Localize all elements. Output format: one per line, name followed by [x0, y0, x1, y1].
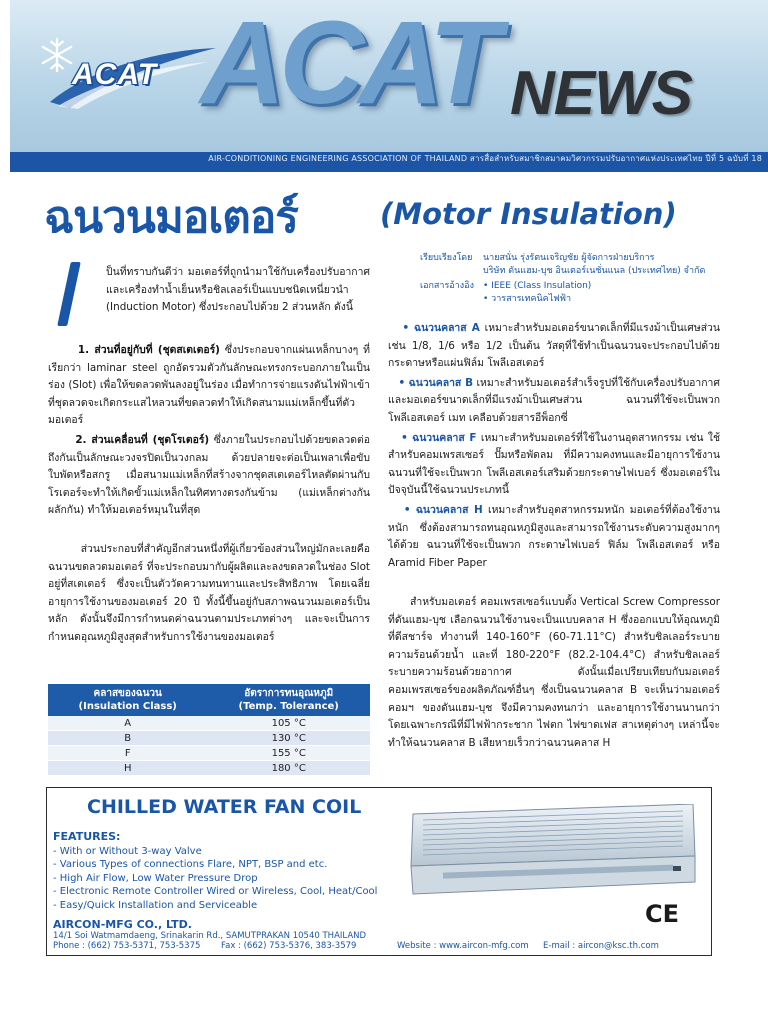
- stator-heading: 1. ส่วนที่อยู่กับที่ (ชุดสเตเตอร์): [77, 344, 220, 356]
- table-header-class: คลาสของฉนวน (Insulation Class): [48, 684, 207, 716]
- class-f-paragraph: [388, 430, 720, 500]
- table-cell-temp: 155 °C: [207, 746, 370, 761]
- ad-features-heading: FEATURES:: [53, 830, 121, 843]
- table-cell-temp: 180 °C: [207, 761, 370, 776]
- class-a-text: เหมาะสำหรับมอเตอร์ขนาดเล็กที่มีแรงม้าเป็นเศษส่วน เช่น 1/8, 1/6 หรือ 1/2 เป็นต้น วัสดุที่ใช้ทำเป็นฉนวนจะประกอบไปด้วยกระดาษหรือแผ่นฟิล์ม โพลีเอสเตอร์: [388, 322, 720, 370]
- ad-feature-item: - High Air Flow, Low Water Pressure Drop: [53, 872, 258, 884]
- ad-phone: Phone : (662) 753-5371, 753-5375: [53, 941, 201, 951]
- compressor-paragraph: [388, 594, 720, 752]
- rotor-paragraph: [48, 432, 370, 520]
- masthead-bar-text: AIR-CONDITIONING ENGINEERING ASSOCIATION OF THAILAND สารสื่อสำหรับสมาชิกสมาคมวิศวกรรมปรับอากาศแห่งประเทศไทย ปีที่ 5 ฉบับที่ 18: [208, 154, 762, 163]
- reference-list: [483, 280, 591, 306]
- rotor-body: ซึ่งภายในประกอบไปด้วยขดลวดต่อถึงกันเป็นลักษณะวงจรปิดเป็นวงกลม ด้วยปลายจะต่อเป็นเพลาเพื่อขับใบพัดหรือสกรู เมื่อสนามแม่เหล็กที่สร้างจากชุดสเตเตอร์ไหลตัดผ่านกับโรเตอร์จะทำให้เกิดขั้วแม่เหล็กในทิศทางตรงกันข้าม (แม่เหล็กต่างกันผลักกัน) ทำให้มอเตอร์หมุนในที่สุด: [48, 434, 370, 517]
- class-h-name: ฉนวนคลาส H: [415, 503, 483, 516]
- intro-paragraph: ป็นที่ทราบกันดีว่า มอเตอร์ที่ถูกนำมาใช้กับเครื่องปรับอากาศและเครื่องทำน้ำเย็นหรือชิลเลอร์เป็นแบบชนิดเหนี่ยวนำ (Induction Motor) ซึ่งประกอบไปด้วย 2 ส่วนหลัก ดังนี้: [106, 266, 370, 314]
- class-a-name: ฉนวนคลาส A: [414, 322, 480, 334]
- class-f-text: เหมาะสำหรับมอเตอร์ที่ใช้ในงานอุตสาหกรรม เช่น ใช้สำหรับคอมเพรสเซอร์ ปั๊มหรือพัดลม ที่มีความคงทนและมีอายุการใช้งาน ฉนวนที่ใช้จะเป็นพวก โพลีเอสเตอร์เสริมด้วยกระดาษไฟเบอร์ ซึ่งมอเตอร์ในปัจจุบันนี้ใช้ฉนวนประเภทนี้: [388, 431, 721, 497]
- table-cell-temp: 130 °C: [207, 731, 370, 746]
- fan-coil-advertisement: [46, 787, 712, 956]
- ce-mark: CE: [645, 900, 680, 928]
- class-h-paragraph: [388, 502, 720, 572]
- stator-body: ซึ่งประกอบจากแผ่นเหล็กบางๆ ที่เรียกว่า laminar steel ถูกอัดรวมตัวกันลักษณะทรงกระบอกภายในเป็นร่อง (Slot) เพื่อให้ขดลวดพันลงอยู่ในร่อง เมื่อทำการจ่ายแรงดันไฟฟ้าเข้าที่ชุดลวดจะเกิดกระแสไหลวนที่ขดลวดทำให้เกิดสนามแม่เหล็กขึ้นที่ตัวมอเตอร์: [48, 344, 370, 427]
- table-row: [48, 731, 370, 746]
- class-h-text: เหมาะสำหรับอุตสาหกรรมหนัก มอเตอร์ที่ต้องใช้งานหนัก ซึ่งต้องสามารถทนอุณหภูมิสูงและสามารถใช้งานระดับความสูงมากๆ ได้ด้วย ฉนวนที่ใช้จะเป็นพวก กระดาษไฟเบอร์ ฟิล์ม โพลีเอสเตอร์ หรือ Aramid Fiber Paper: [388, 503, 720, 569]
- ad-features-list: [53, 845, 377, 912]
- rotor-heading: 2. ส่วนเคลื่อนที่ (ชุดโรเตอร์): [75, 434, 210, 446]
- masthead: [10, 0, 768, 152]
- insulation-class-list: [388, 320, 720, 574]
- ad-fax: Fax : (662) 753-5376, 383-3579: [221, 941, 357, 951]
- credit-author: นายสนั่น รุ่งรัตนเจริญชัย ผู้จัดการฝ่ายบริการ: [483, 253, 655, 263]
- table-header-row: [48, 684, 370, 716]
- table-row: [48, 746, 370, 761]
- table-row: [48, 716, 370, 731]
- credit-label: เรียบเรียงโดย: [420, 253, 473, 263]
- table-cell-temp: 105 °C: [207, 716, 370, 731]
- bullet-icon: •: [398, 376, 406, 389]
- ad-address: 14/1 Soi Watmamdaeng, Srinakarin Rd., SAMUTPRAKAN 10540 THAILAND: [53, 931, 367, 941]
- ad-feature-item: - With or Without 3-way Valve: [53, 846, 202, 857]
- article-title-thai: ฉนวนมอเตอร์: [44, 192, 298, 243]
- acat-big-logo: ACAT: [200, 0, 495, 129]
- reference-item: • IEEE (Class Insulation): [483, 281, 592, 291]
- fan-coil-unit-image: [403, 804, 703, 904]
- reference-item: • วารสารเทคนิคไฟฟ้า: [483, 294, 572, 304]
- table-header-temp: อัตราการทนอุณหภูมิ (Temp. Tolerance): [207, 684, 370, 716]
- credit-value: [483, 252, 705, 278]
- acat-small-logo: ACAT: [72, 58, 158, 91]
- reference-label: เอกสารอ้างอิง: [420, 281, 474, 291]
- ad-title: CHILLED WATER FAN COIL: [87, 796, 362, 818]
- ad-feature-item: - Easy/Quick Installation and Serviceable: [53, 899, 258, 911]
- snowflake-icon: [38, 36, 76, 74]
- class-f-name: ฉนวนคลาส F: [412, 431, 477, 444]
- news-logo: NEWS: [510, 59, 692, 128]
- stator-paragraph: [48, 342, 370, 430]
- table-cell-class: H: [48, 761, 207, 776]
- table-cell-class: B: [48, 731, 207, 746]
- table-cell-class: A: [48, 716, 207, 731]
- class-b-text: เหมาะสำหรับมอเตอร์สำเร็จรูปที่ใช้กับเครื่องปรับอากาศและมอเตอร์ขนาดเล็กที่มีแรงม้าเป็นเศษส่วน ฉนวนที่ใช้จะเป็นพวก โพลีเอสเตอร์ เมท เคลือบด้วยสารอีพ็อกซี่: [388, 376, 720, 424]
- compressor-text: สำหรับมอเตอร์ คอมเพรสเซอร์แบบตั้ง Vertical Screw Compressor ที่ดันแฮม-บุช เลือกฉนวนใช้งานจะเป็นแบบคลาส H ซึ่งออกแบบให้อุณหภูมิที่ดีสชาร์จ ทำงานที่ 140-160°F (60-71.11°C) สำหรับชิลเลอร์ระบายความร้อนด้วยน้ำ และที่ 180-220°F (82.2-104.4°C) สำหรับชิลเลอร์ระบายความร้อนด้วยอากาศ ดังนั้นเมื่อเปรียบเทียบกับมอเตอร์คอมเพรสเซอร์ของผลิตภัณฑ์อื่นๆ ซึ่งเป็นฉนวนคลาส B จะเห็นว่ามอเตอร์คอมฯ ของดันแฮม-บุช จึงมีความคงทนกว่า และอายุการใช้งานนานกว่า โดยเฉพาะกรณีที่มีไฟฟ้ากระชาก ไฟตก ไฟขาดเฟส สาเหตุต่างๆ เหล่านี้จะทำให้ฉนวนคลาส B เสียหายเร็วกว่าฉนวนคลาส H: [388, 596, 720, 749]
- credit-company: บริษัท ดันแฮม-บุช อินเตอร์เนชั่นแนล (ประเทศไทย) จำกัด: [483, 266, 706, 276]
- class-a-paragraph: [388, 320, 720, 373]
- ad-feature-item: - Electronic Remote Controller Wired or Wireless, Cool, Heat/Cool: [53, 886, 378, 898]
- summary-paragraph: [48, 541, 370, 647]
- ad-email: E-mail : aircon@ksc.th.com: [543, 941, 659, 951]
- ad-company-name: AIRCON-MFG CO., LTD.: [53, 918, 192, 931]
- article-title-english: (Motor Insulation): [380, 197, 677, 231]
- drop-cap: [57, 262, 81, 326]
- bullet-icon: •: [403, 503, 411, 516]
- table-cell-class: F: [48, 746, 207, 761]
- summary-text: ส่วนประกอบที่สำคัญอีกส่วนหนึ่งที่ผู้เกี่ยวข้องส่วนใหญ่มักละเลยคือ ฉนวนขดลวดมอเตอร์ ที่จะประกอบมากับผู้ผลิตและลงขดลวดในช่อง Slot อยู่ที่สเตเตอร์ ซึ่งจะเป็นตัววัดความทนทานและประสิทธิภาพ โดยเฉลี่ยอายุการใช้งานของมอเตอร์ 20 ปี ทั้งนี้ขึ้นอยู่กับสภาพฉนวนมอเตอร์เป็นหลัก ดังนั้นจึงมีการกำหนดค่าฉนวนตามประเภทต่างๆ และจะเป็นการกำหนดอุณหภูมิสูงสุดสำหรับการใช้งานของมอเตอร์: [48, 543, 370, 643]
- class-b-paragraph: [388, 375, 720, 428]
- ad-website: Website : www.aircon-mfg.com: [397, 941, 529, 951]
- bullet-icon: •: [402, 322, 410, 334]
- class-b-name: ฉนวนคลาส B: [408, 376, 473, 389]
- bullet-icon: •: [401, 431, 408, 444]
- table-row: [48, 761, 370, 776]
- insulation-class-table: [48, 684, 370, 776]
- ad-feature-item: - Various Types of connections Flare, NPT, BSP and etc.: [53, 859, 328, 871]
